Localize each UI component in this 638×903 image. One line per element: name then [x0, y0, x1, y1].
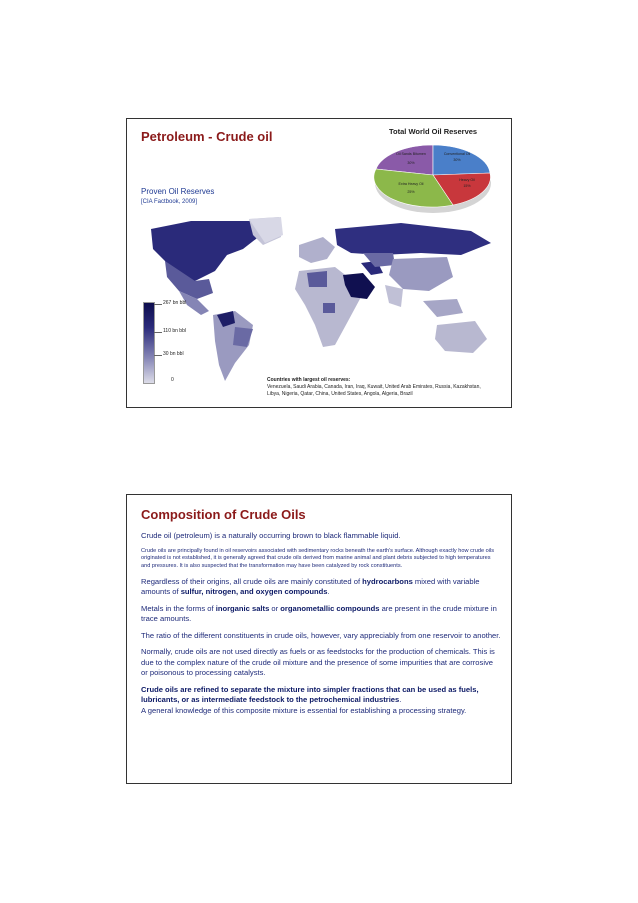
emphasis: inorganic salts: [215, 603, 270, 613]
legend-color-scale: [143, 302, 155, 384]
pie-label-oil-sands: Oil Sands Bitumen: [396, 152, 426, 156]
pie-pct-conventional: 30%: [453, 158, 461, 162]
emphasis: organometallic compounds: [280, 603, 380, 613]
slide-petroleum: [126, 118, 512, 408]
pie-chart: [371, 135, 495, 217]
legend-tick: [154, 332, 162, 333]
slide-title: Petroleum - Crude oil: [141, 129, 273, 144]
emphasis: sulfur, nitrogen, and oxygen compounds: [180, 587, 328, 597]
emphasis: Crude oils are refined to separate the mixture into simpler fractions that can be used as fuels, lubricants, or as intermediate feedstock to the petrochemical industries: [141, 684, 479, 705]
slide-subtitle: Proven Oil Reserves: [141, 187, 215, 196]
legend-tick: [154, 355, 162, 356]
paragraph: Crude oil (petroleum) is a naturally occurring brown to black flammable liquid.: [141, 531, 401, 540]
slide-source: [CIA Factbook, 2009]: [141, 199, 198, 205]
paragraph: Metals in the forms of inorganic salts or organometallic compounds are present in the crude mixture in trace amounts.: [141, 603, 497, 624]
pie-label-extra-heavy: Extra Heavy Oil: [398, 182, 424, 186]
paragraph: Crude oils are principally found in oil reservoirs associated with sedimentary rocks beneath the earth's surface. Although exactly how crude oils originated is not established, it is generally agreed that crude oils derived from marine animal and plant debris subjected to high temperatures and pressures. It is also suspected that the transformation may have been catalyzed by rock constituents.: [141, 547, 495, 570]
emphasis: hydrocarbons: [362, 576, 413, 586]
pie-chart-title: Total World Oil Reserves: [389, 127, 478, 136]
pie-label-conventional: Conventional Oil: [443, 152, 471, 156]
pie-pct-oil-sands: 30%: [407, 161, 415, 165]
slide-composition: [126, 494, 512, 784]
legend-label-mid: 110 bn bbl: [163, 328, 186, 334]
world-oil-reserves-map: [131, 215, 507, 385]
paragraph: The ratio of the different constituents in crude oils, however, vary appreciably from one reservoir to another.: [141, 630, 501, 640]
paragraph: Crude oils are refined to separate the mixture into simpler fractions that can be used as fuels, lubricants, or as intermediate feedstock to the petrochemical industries. A general knowledge of this composite mixture is essential for establishing a processing strategy.: [141, 684, 479, 715]
pie-pct-extra-heavy: 25%: [407, 190, 415, 194]
pie-pct-heavy: 15%: [463, 184, 471, 188]
pie-label-heavy: Heavy Oil: [459, 178, 475, 182]
slide-body: [141, 531, 501, 722]
pie-slice-conventional: [433, 145, 490, 175]
legend-tick: [154, 304, 162, 305]
countries-list: Venezuela, Saudi Arabia, Canada, Iran, Iraq, Kuwait, United Arab Emirates, Russia, Kazakhstan, Libya, Nigeria, Qatar, China, United States, Angola, Algeria, Brazil: [267, 384, 481, 397]
paragraph: Normally, crude oils are not used directly as fuels or as feedstocks for the production of chemicals. This is due to the complex nature of the crude oil mixture and the presence of some impurities that are corrosive or poisonous to processing catalysts.: [141, 647, 495, 678]
countries-heading: Countries with largest oil reserves:: [267, 377, 351, 383]
slide-title: Composition of Crude Oils: [141, 507, 306, 522]
legend-label-zero: 0: [171, 377, 174, 383]
legend-label-low: 30 bn bbl: [163, 351, 184, 357]
paragraph: Regardless of their origins, all crude oils are mainly constituted of hydrocarbons mixed with variable amounts of sulfur, nitrogen, and oxygen compounds.: [141, 576, 480, 597]
legend-label-max: 267 bn bbl: [163, 300, 187, 306]
